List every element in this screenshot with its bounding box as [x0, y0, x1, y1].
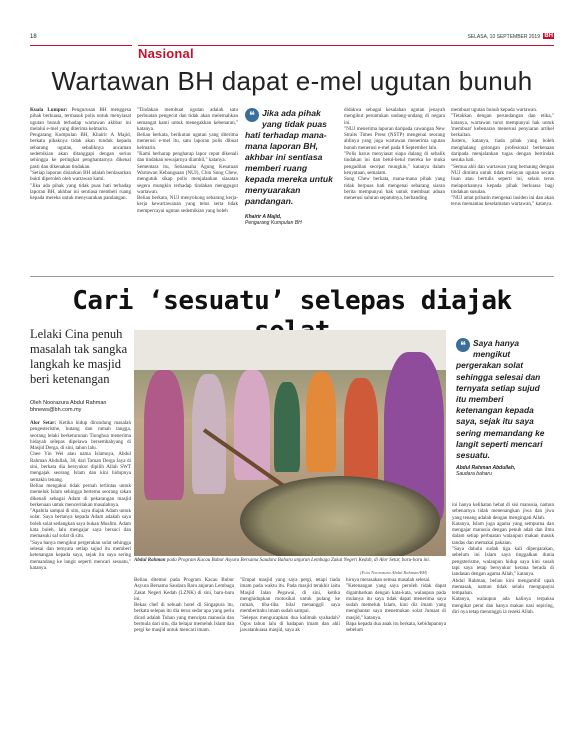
article2-pullquote — [456, 338, 552, 477]
article1-col1-p2: "Setiap laporan disiarkan BH adalah berdasarkan bukti diperoleh oleh wartawan kami. — [30, 169, 131, 183]
article-divider — [30, 276, 554, 277]
article1-col2-p4: Beliau berkata, NUJ menyokong sebarang kerja-kerja kewartawanan yang telus serta tidak mempercayai ugutan sedemikian yang boleh — [137, 195, 238, 214]
article2-byline — [30, 400, 106, 414]
article2-col4-p0: hirnya merasakan semua masalah selesai. — [346, 577, 431, 583]
article1-col2-p3: Sementara itu, Setiausaha Agung Kesatuan Wartawan Kebangsaan (NUJ), Chin Sung Chew, mengutuk sikap polis menjalankan siasatan segera mungkin terhadap tindakan menggugut wartawan. — [137, 163, 238, 195]
issue-date: SELASA, 10 SEPTEMBER 2019 — [467, 34, 540, 40]
article1-col1 — [30, 107, 131, 201]
article1-col3-p1: "NUJ menerima laporan daripada cawangan New Straits Times Press (NSTP) mengenai seorang ahlinya yang juga wartawan menerima ugutan bunuh menerusi e-mel pada 8 September lalu. — [344, 125, 445, 151]
article1-col3-p3: Sung Chew berkata, mana-mana pihak yang tidak berpuas hati mengenai sebarang siaran berita mempunyai hak untuk membuat aduan menerusi saluran sepatutnya, berbanding — [344, 176, 445, 202]
article2-col1-p0: Alor Setar: Ketika hidup dirundung masalah pengesterisme, hutang dan rumah tangga, seorang lelaki berketurunan Tionghua menerima hidayah selepas dipelawa bersembahyang di Masjid Derga, di sini, tahun lalu. — [30, 420, 131, 452]
article2-col1-p4: "Saya hanya mengikut pergerakan solat sehingga selesai dan ternyata setiap sujud itu memberi ketenangan kepada saya, sejak itu saya sering memandang ke langit seperti mencari sesuatu," katanya. — [30, 539, 131, 571]
article1-col4-p4: "NUJ amat prihatin mengenai insiden ini dan akan terus memantau keselamatan wartawan," katanya. — [451, 195, 554, 208]
byline-email[interactable]: bhnews@bh.com.my — [30, 407, 82, 413]
article2-col1-p3: "Apabila sampai di situ, saya diajak Adam untuk solat. Saya bertanya kepada Adam adakah saya boleh solat sedangkan saya bukan Muslim. Adam kata boleh, lalu mengajar saya bersuci dan memasuki saf solat di situ. — [30, 508, 131, 540]
article1-col2-p0: "Tindakan membuat ugutan adalah satu perbuatan pengecut dan tidak akan melemahkan semangat kami untuk menegakkan kebenaran," katanya. — [137, 107, 238, 132]
section-label: Nasional — [138, 46, 194, 61]
article1-col4-p3: "Semua ahli dan wartawan yang bernaung dengan NUJ diminta untuk tidak melayan ugutan secara lisan atau bertulis seperti ini, selain terus melaporkannya kepada pihak berkuasa bagi tindakan susulan. — [451, 163, 554, 195]
article2-col4-p1: "Ketenangan yang saya peroleh tidak dapat digambarkan dengan kata-kata, walaupun pada mulanya itu saya tidak dapat menerima saya sudah memeluk Islam, kini diz imam yang menghantar saya menemukan solat Jumaat di masjid," katanya. — [346, 583, 446, 621]
article1-col4-p1: "Tetakkan dengan perundangan dan etika," katanya, wartawan turut mempunyai hak untuk 'membuat' kebenaran menerusi penyiaran artikel berkaitan. — [451, 113, 554, 139]
article2-col3-p0: "Empat masjid yang saya pergi, tetapi tiada imam pada waktu itu. Pada masjid terakhir iaitu Masjid Jalan Pegawai, di sini, ketika menghidupkan motosikal untuk pulang ke rumah, tiba-tiba bilal menanggil saya memberitahu imam sudah sampai. — [240, 577, 340, 615]
page-number: 18 — [30, 34, 37, 40]
article1-headline: Wartawan BH dapat e-mel ugutan bunuh — [51, 66, 533, 96]
article2-headline: Cari ‘sesuatu’ selepas diajak — [72, 286, 512, 316]
section-rule — [138, 45, 554, 46]
byline-name: Oleh Noorazura Abdul Rahman — [30, 400, 107, 406]
quote-icon: ❝ — [456, 338, 470, 352]
article1-col3-p0: didakwa sebagai kesalahan ugutan jenayah mengikut peruntukan undang-undang di negara ini. — [344, 107, 445, 126]
pullquote-attribution: Abdul Rahman Abdullah, Saudara baharu — [456, 465, 516, 478]
article2-col5-p1: Katanya, Islam juga agama yang sempurna dan mengajar manusia dengan penuh adab dan ilmu dalam setiap perbuatan walaupun makan masuk tandas dan memakai pakaian. — [452, 520, 554, 546]
article1-col1-p1: Pengarang Kumpulan BH, Khairir A Majid, berkata pihaknya tidak akan tunduk kepada sebarang ugutan, sebaliknya ancaman sedemikian akan ditanggapi dengan serius sehingga ke peringkat penghantarnya dikenal pasti dan dikenakan tindakan. — [30, 132, 131, 170]
article2-col2 — [134, 577, 234, 634]
article1-col1-p3: "Jika ada pihak yang tidak puas hati terhadap laporan BH, akhbar ini sentiasa memberi ruang kepada mereka untuk menyuarakan pandangan. — [30, 182, 131, 202]
article1-col3 — [344, 107, 445, 201]
article1-col4-p2: Justeru, katanya, tiada pihak yang boleh menghalang golongan profesional berkenaan daripada menjalankan tugas dengan bertindak sesuka hati. — [451, 138, 554, 164]
photo-credit: (Foto Noorazura Abdul Rahman/BH) — [360, 570, 428, 575]
article2-col1-p1: Chee Yin Wei atau nama Islamnya, Abdul Rahman Abdullah, 38, dari Taman Derga Jaya di sini, berkata dia bersyukur dipilih Allah SWT mengajak seorang Islam dan kini hidupnya semakin tenang. — [30, 451, 131, 483]
article1-col2 — [137, 107, 238, 214]
page-header — [30, 34, 554, 44]
article1-col4 — [451, 107, 554, 208]
pullquote-text: Jika ada pihak yang tidak puas hati terhadap mana-mana laporan BH, akhbar ini sentiasa memberi ruang kepada mereka untuk menyuarakan pandangan. — [245, 108, 333, 206]
pullquote-attribution: Khairir A Majid, Pengarang Kumpulan BH — [245, 214, 302, 226]
article2-col5-p3: Abdul Rahman, beliau kini mengambil upah memasak, namun tidak selalu mengupayai tempahan. — [452, 577, 554, 597]
article2-col2-p1: Bekas chef di sebuah hotel di Singapura itu, berkata selepas itu dia terus sedar apa yang perlu dicari adalah Tuhan yang mencipta manusia dan bermula dari situ, dia belajar memeluk Islam dan pergi ke masjid untuk mencari imam. — [134, 602, 234, 634]
article2-col5 — [452, 502, 554, 615]
quote-icon: ❝ — [245, 108, 259, 122]
article1-col4-p0: membuat ugutan bunuh kepada wartawan. — [451, 107, 538, 113]
section-rule-left — [30, 45, 132, 46]
article2-col1-p2: Beliau mengakui tidak pernah terlintas untuk memeluk Islam sehingga bertemu seorang rakan dikenali sebagai Adam di pekarangan masjid berkenaan untuk menceritakan masalahnya. — [30, 482, 131, 508]
article1-col3-p2: "Polis harus menyiasat siapa dalang di sebalik tindakan ini dan betul-betul mereka ke muka pengadilan secepat mungkin," katanya dalam kenyataan, semalam. — [344, 151, 445, 176]
article1-pullquote — [245, 108, 337, 226]
article2-col1 — [30, 420, 131, 571]
article2-deck: Lelaki Cina penuh masalah tak sangka langkah ke masjid beri ketenangan — [30, 327, 128, 386]
pullquote-text: Saya hanya mengikut pergerakan solat sehingga selesai dan ternyata setiap sujud itu memberi ketenangan kepada saya, sejak itu saya sering memandang ke langit seperti mencari sesuatu. — [456, 338, 545, 461]
article2-col2-p0: Beliau ditemui pada Program Kacau Bubur Asyura Bersama Saudara Baru anjuran Lembaga Zakat Negeri Kedah (LZNK) di sini, baru-baru ini. — [134, 577, 234, 602]
article2-col5-p2: "Saya dahulu sudah tiga kali dipenjarakan, sebelum ini Islam saya tinggalkan dunia pengsterisme, walaupun hidup saya kini susah tapi saya tetap bersyukur kerana berada di landasan dengan agama Allah," katanya. — [452, 546, 554, 578]
article2-col4-p2: Bapa kepada dua anak itu berkata, kebidupannya sebelum — [346, 621, 446, 634]
article1-col1-p0: Kuala Lumpur: Pengurusan BH menggesa pihak berkuasa, termasuk polis untuk menyiasat ugutan bunuh terhadap wartawan akhbar ini melalui e-mel yang diterima kelmarin. — [30, 107, 131, 132]
article1-col2-p1: Beliau berkata, berikutan ugutan yang diterima menerusi e-mel itu, satu laporan polis dibuat kelmarin. — [137, 132, 238, 151]
article2-col3 — [240, 577, 340, 634]
article2-col5-p4: Katanya, walaupun ada kalinya terpaksa mengikat perut dan hanya makan nasi sepiring, diri nya tetap menunggu ia rezeki Allah. — [452, 596, 554, 616]
article2-photo — [134, 330, 446, 556]
article2-col3-p1: "Selepas mengucapkan dua kalimah syahadah? Ogos tahun lalu di hadapan imam dan ahli jawatankuasa masjid, saya ak — [240, 614, 340, 634]
bh-logo: BH — [544, 33, 553, 39]
article2-col4 — [346, 577, 446, 634]
article2-col5-p0: ini hanya kelihatan hebat di sisi manusia, namun sebenarnya tidak menenangkan jiwa dan jiwa yang tenang adalah dengan mengingati Allah. — [452, 502, 554, 521]
photo-caption: Abdul Rahman pada Program Kacau Bubur Asyura Bersama Saudara Baharu anjuran Lembaga Zakat Negeri Kedah, di Alor Setar, baru-baru ini. — [134, 558, 431, 563]
article1-col2-p2: "Kami berharap pengharap lapor cepat dikenali dan tindakan sewajarnya diambil," katanya. — [137, 151, 238, 164]
